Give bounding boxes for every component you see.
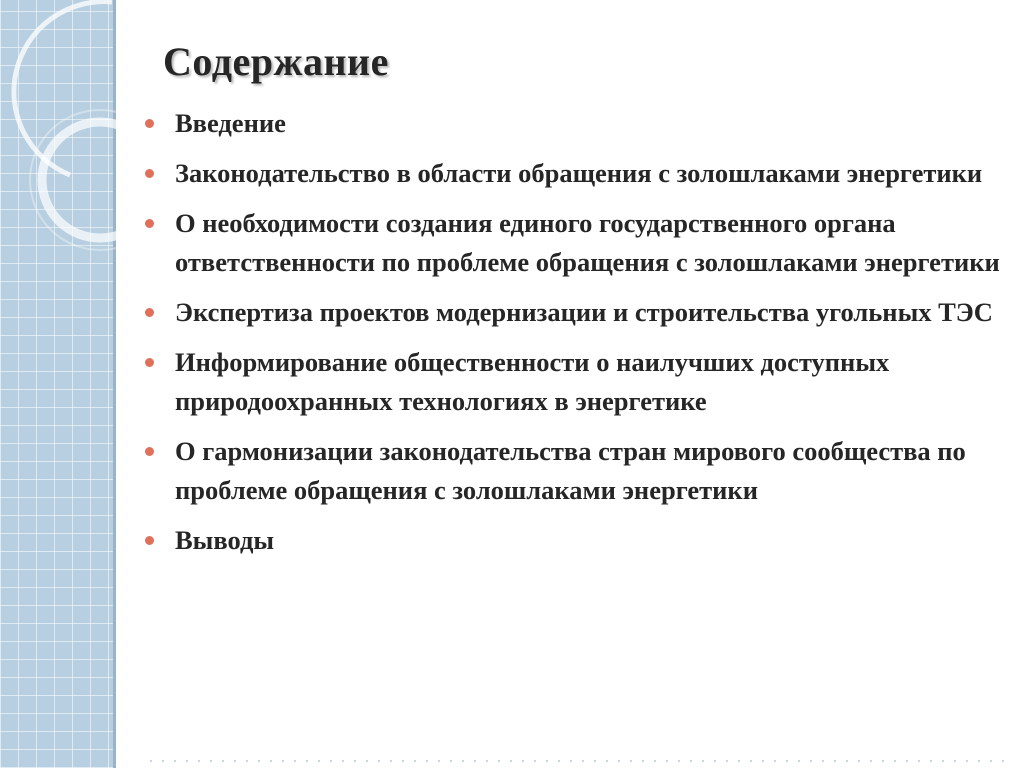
list-item — [145, 432, 1015, 510]
bullet-dot-icon — [145, 169, 154, 178]
list-item-text: Законодательство в области обращения с золошлаками энергетики — [175, 158, 983, 188]
list-item-text: Экспертиза проектов модернизации и строительства угольных ТЭС — [175, 297, 993, 327]
decorative-rings — [0, 0, 160, 300]
bullet-dot-icon — [145, 119, 154, 128]
bullet-dot-icon — [145, 358, 154, 367]
bottom-dotted-line — [150, 760, 1010, 762]
bullet-dot-icon — [145, 447, 154, 456]
bullet-dot-icon — [145, 219, 154, 228]
list-item — [145, 521, 1015, 560]
list-item — [145, 104, 1015, 143]
list-item-text: Выводы — [175, 525, 275, 555]
bullet-dot-icon — [145, 536, 154, 545]
slide-title: Содержание — [163, 39, 389, 84]
list-item-text: О необходимости создания единого государственного органа ответственности по проблеме обращения с золошлаками энергетики — [175, 208, 1000, 277]
list-item-text: Информирование общественности о наилучших доступных природоохранных технологиях в энергетике — [175, 347, 890, 416]
bullet-dot-icon — [145, 308, 154, 317]
list-item-text: Введение — [175, 108, 286, 138]
list-item — [145, 293, 1015, 332]
list-item — [145, 343, 1015, 421]
contents-list — [145, 104, 1015, 571]
list-item-text: О гармонизации законодательства стран мирового сообщества по проблеме обращения с золошлаками энергетики — [175, 436, 966, 505]
list-item — [145, 204, 1015, 282]
list-item — [145, 154, 1015, 193]
